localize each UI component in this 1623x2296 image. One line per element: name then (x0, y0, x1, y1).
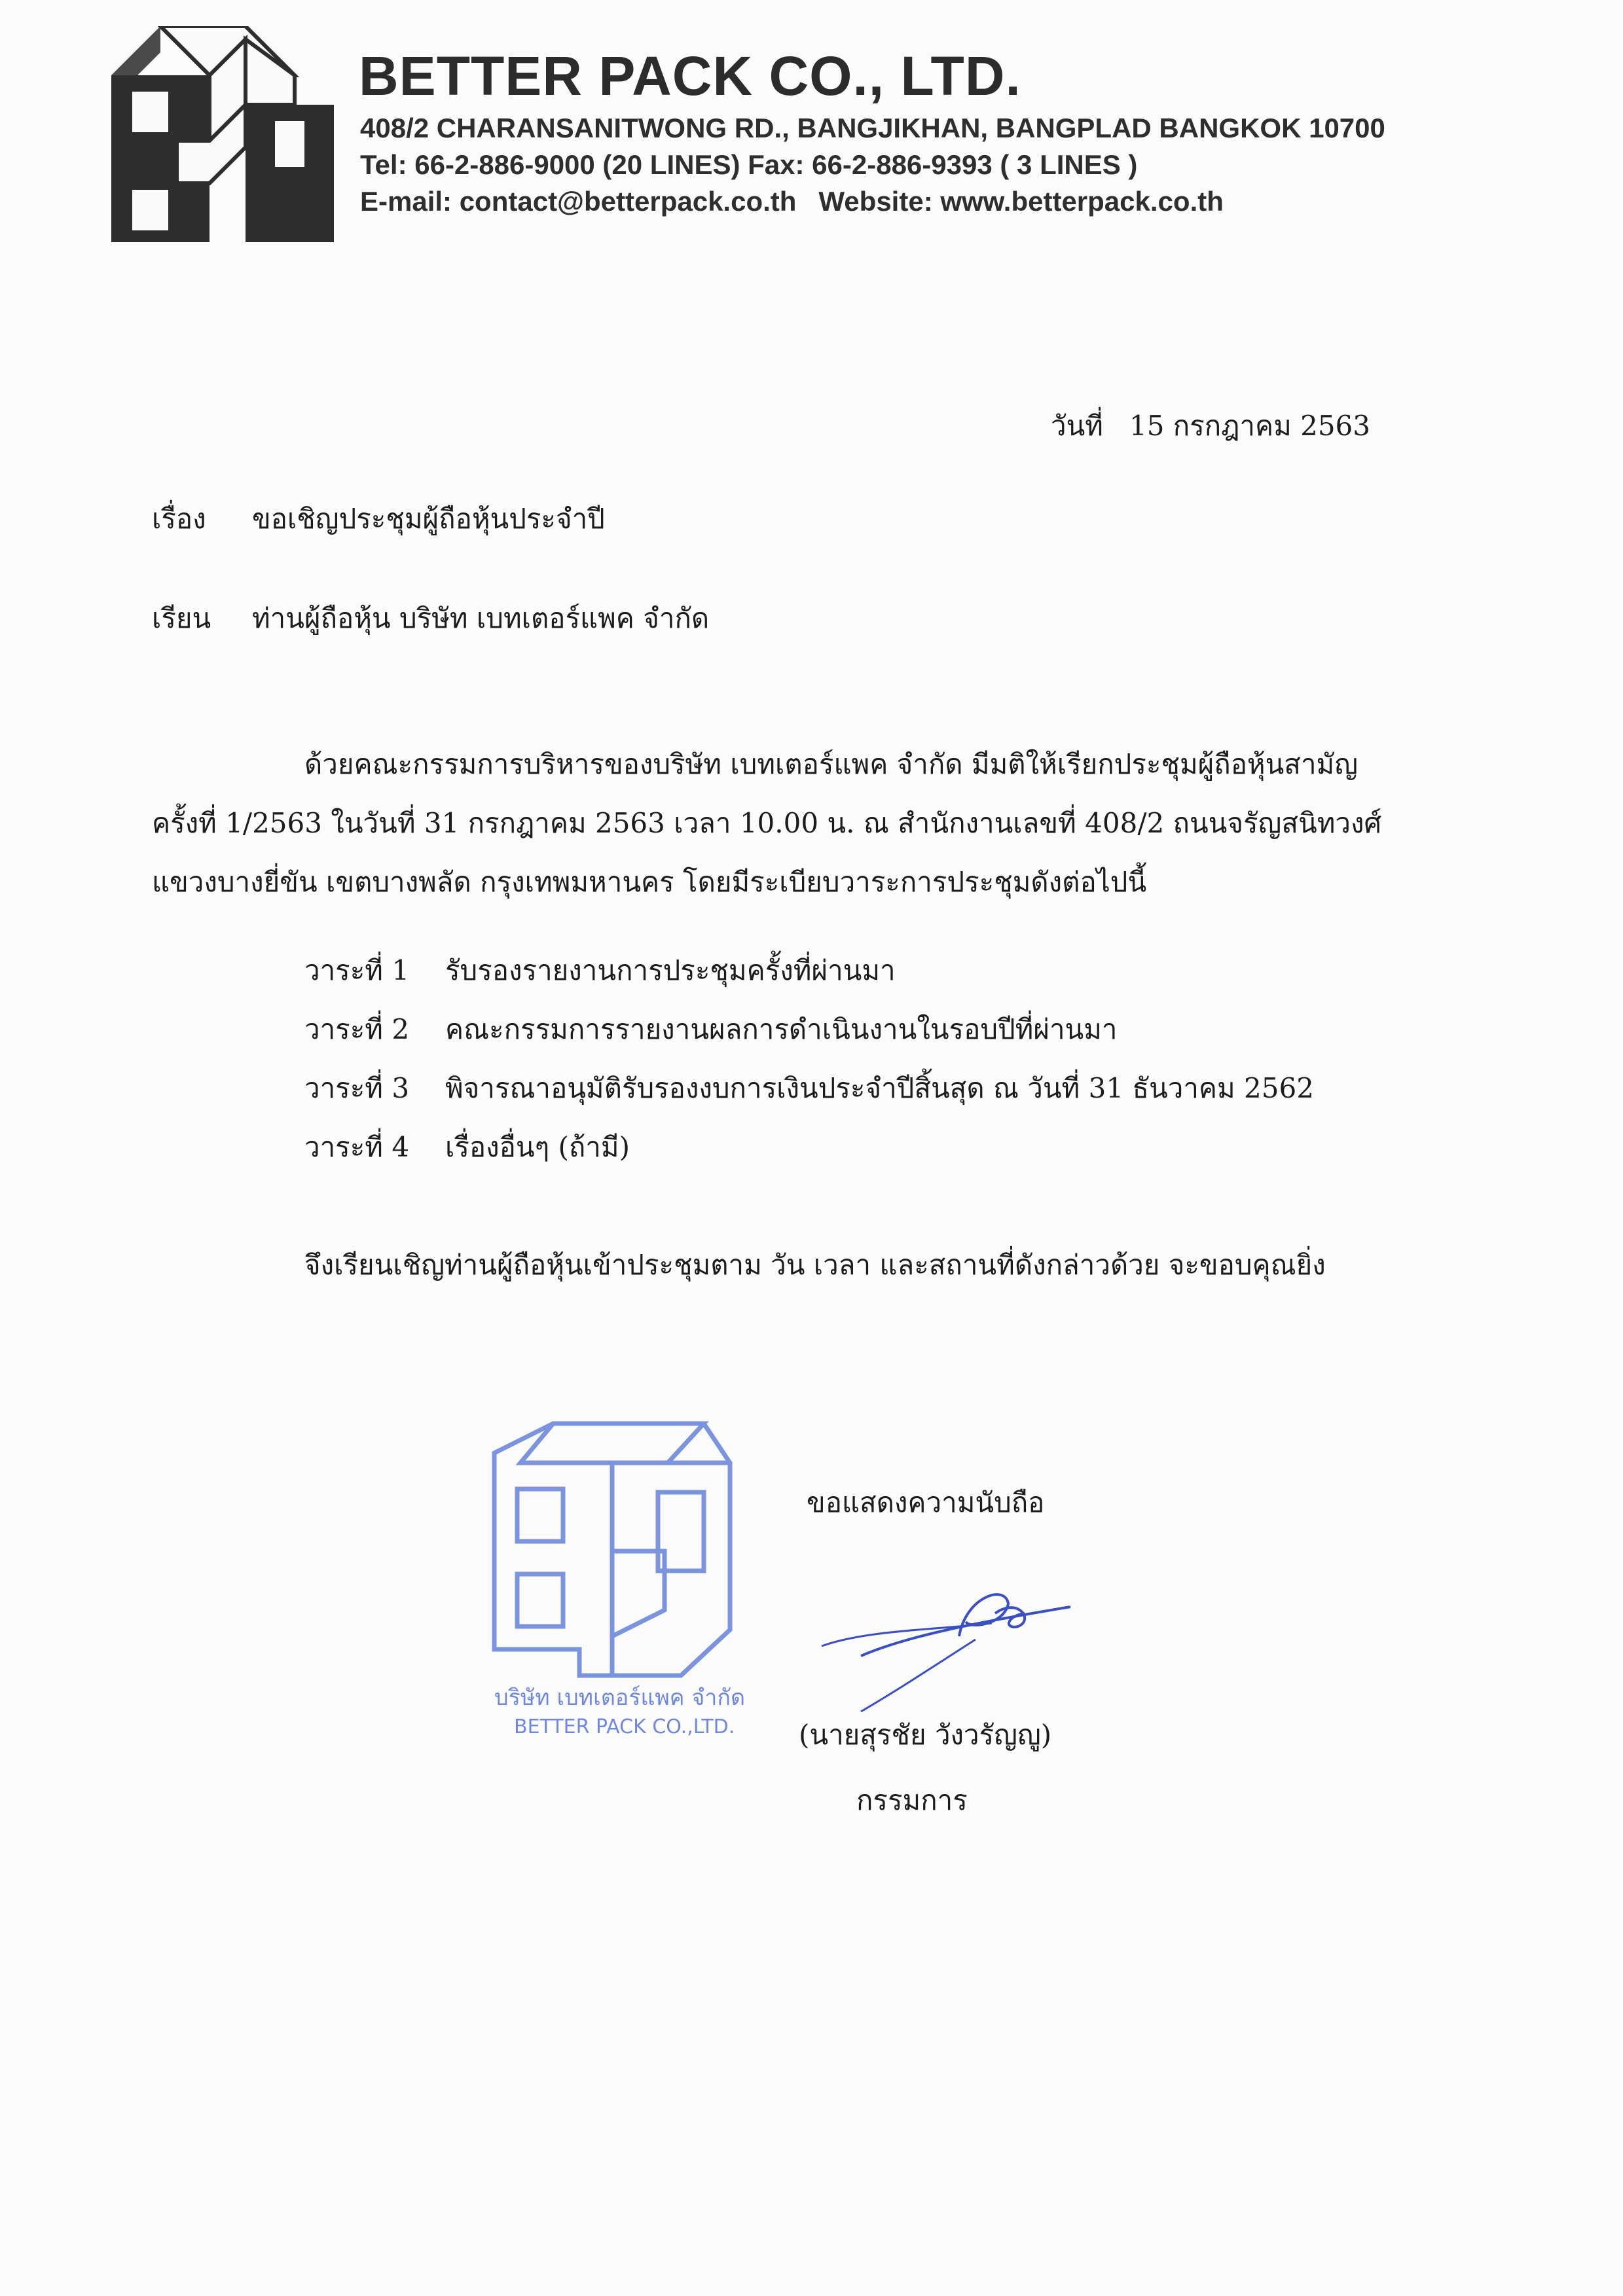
company-name: BETTER PACK CO., LTD. (359, 45, 1021, 107)
date-value: 15 กรกฎาคม 2563 (1129, 410, 1370, 442)
company-stamp (481, 1414, 756, 1741)
agenda-item: คณะกรรมการรายงานผลการดำเนินงานในรอบปีที่ผ่านมา (445, 1013, 1118, 1045)
agenda-item: เรื่องอื่นๆ (ถ้ามี) (445, 1131, 630, 1163)
bp-cube-logo-icon (111, 26, 334, 242)
stamp-thai-name: บริษัท เบทเตอร์แพค จำกัด (494, 1685, 746, 1711)
stamp-english-name: BETTER PACK CO.,LTD. (514, 1715, 735, 1738)
recipient-label: เรียน (152, 602, 211, 634)
agenda-number: วาระที่ 4 (304, 1131, 410, 1163)
body-line: ครั้งที่ 1/2563 ในวันที่ 31 กรกฎาคม 2563 เวลา 10.00 น. ณ สำนักงานเลขที่ 408/2 ถนนจรัญสนิทวงศ์ (152, 807, 1382, 839)
regards-text: ขอแสดงความนับถือ (807, 1486, 1045, 1518)
company-address: 408/2 CHARANSANITWONG RD., BANGJIKHAN, BANGPLAD BANGKOK 10700 (360, 113, 1385, 143)
letter-date (1051, 404, 1370, 448)
company-phone: Tel: 66-2-886-9000 (20 LINES) Fax: 66-2-886-9393 ( 3 LINES ) (360, 149, 1138, 180)
agenda-number: วาระที่ 2 (304, 1013, 410, 1045)
agenda-item: พิจารณาอนุมัติรับรองงบการเงินประจำปีสิ้นสุด ณ วันที่ 31 ธันวาคม 2562 (445, 1072, 1314, 1104)
signature (809, 1558, 1084, 1715)
date-label: วันที่ (1051, 410, 1103, 442)
company-website: Website: www.betterpack.co.th (818, 186, 1224, 217)
signer-name: (นายสุรชัย วังวรัญญู) (799, 1719, 1052, 1751)
body-line: ด้วยคณะกรรมการบริหารของบริษัท เบทเตอร์แพค จำกัด มีมติให้เรียกประชุมผู้ถือหุ้นสามัญ (304, 748, 1359, 780)
recipient-text: ท่านผู้ถือหุ้น บริษัท เบทเตอร์แพค จำกัด (252, 602, 710, 634)
company-contact (360, 186, 1224, 217)
signer-position: กรรมการ (856, 1784, 968, 1816)
closing-sentence: จึงเรียนเชิญท่านผู้ถือหุ้นเข้าประชุมตาม วัน เวลา และสถานที่ดังกล่าวด้วย จะขอบคุณยิ่ง (304, 1249, 1326, 1281)
subject-text: ขอเชิญประชุมผู้ถือหุ้นประจำปี (252, 503, 605, 535)
body-line: แขวงบางยี่ขัน เขตบางพลัด กรุงเทพมหานคร โดยมีระเบียบวาระการประชุมดังต่อไปนี้ (152, 866, 1147, 898)
company-email: E-mail: contact@betterpack.co.th (360, 186, 797, 217)
agenda-number: วาระที่ 3 (304, 1072, 410, 1104)
agenda-item: รับรองรายงานการประชุมครั้งที่ผ่านมา (445, 954, 896, 986)
subject-label: เรื่อง (152, 503, 206, 535)
agenda-number: วาระที่ 1 (304, 954, 410, 986)
